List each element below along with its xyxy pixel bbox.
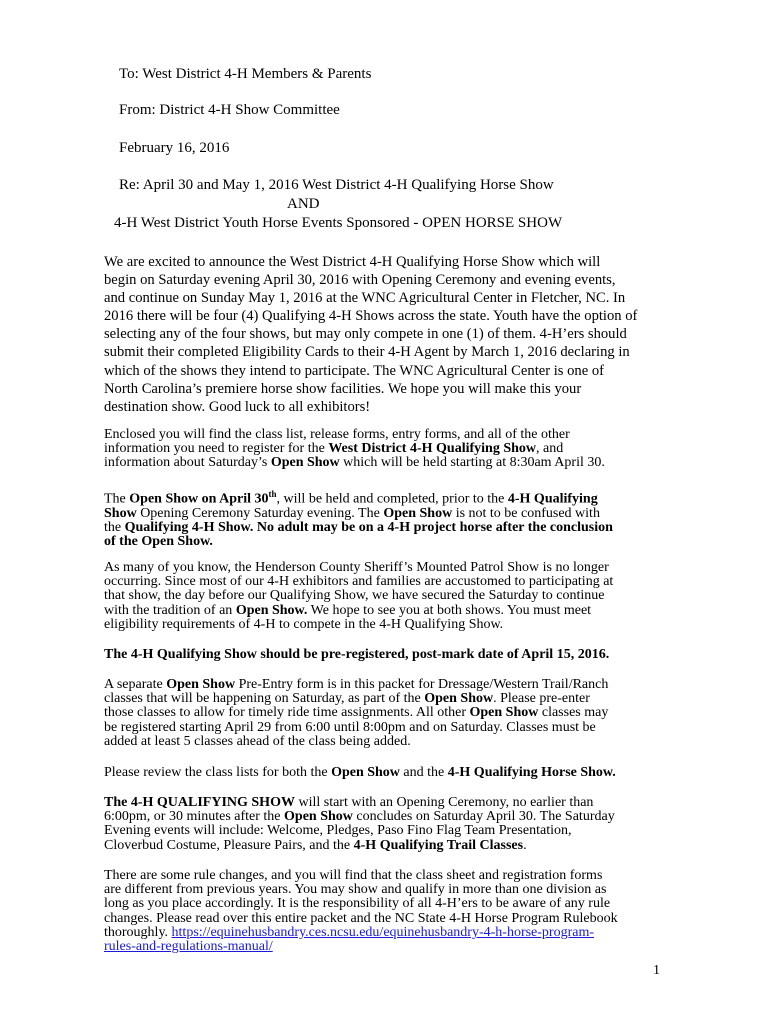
sheriff-line: eligibility requirements of 4-H to compete in the 4-H Qualifying Show. (104, 616, 504, 632)
memo-and: AND (287, 196, 320, 212)
qualifying-line: The 4-H QUALIFYING SHOW will start with an Opening Ceremony, no earlier than (104, 795, 594, 810)
rulebook-link[interactable]: https://equinehusbandry.ces.ncsu.edu/equinehusbandry-4-h-horse-program- (171, 924, 595, 940)
enclosed-paragraph (104, 428, 605, 471)
intro-line: and continue on Sunday May 1, 2016 at the WNC Agricultural Center in Fletcher, NC. In (104, 290, 626, 307)
rules-line: There are some rule changes, and you will find that the class sheet and registration forms (104, 868, 603, 883)
memo-to: To: West District 4-H Members & Parents (119, 66, 372, 82)
memo-from: From: District 4-H Show Committee (119, 102, 340, 118)
rules-line: are different from previous years. You may show and qualify in more than one division as (104, 882, 607, 898)
enclosed-line: Enclosed you will find the class list, release forms, entry forms, and all of the other (104, 427, 570, 442)
qualifying-line: Evening events will include: Welcome, Pledges, Paso Fino Flag Team Presentation, (104, 823, 572, 839)
open-show-line: the Qualifying 4-H Show. No adult may be on a 4-H project horse after the conclusion (104, 520, 613, 536)
open-show-line: The Open Show on April 30th, will be held and completed, prior to the 4-H Qualifying (104, 489, 598, 507)
sheriff-line: with the tradition of an Open Show. We hope to see you at both shows. You must meet (104, 602, 592, 618)
separate-line: added at least 5 classes ahead of the class being added. (104, 733, 411, 749)
open-show-paragraph (104, 487, 613, 549)
enclosed-line: information you need to register for the West District 4-H Qualifying Show, and (104, 441, 564, 457)
rules-line: long as you place accordingly. It is the responsibility of all 4-H’ers to be aware of any rule (104, 896, 611, 912)
separate-paragraph (104, 678, 608, 749)
page-number: 1 (653, 963, 660, 978)
intro-line: submit their completed Eligibility Cards to their 4-H Agent by March 1, 2016 declaring in (104, 344, 630, 361)
separate-line: those classes to allow for timely ride time assignments. All other Open Show classes may (104, 705, 609, 721)
rulebook-link-continued[interactable]: rules-and-regulations-manual/ (104, 939, 273, 955)
separate-line: classes that will be happening on Saturday, as part of the Open Show. Please pre-enter (104, 691, 590, 707)
intro-line: destination show. Good luck to all exhibitors! (104, 398, 371, 415)
enclosed-line: information about Saturday’s Open Show which will be held starting at 8:30am April 30. (104, 455, 605, 471)
preregistered-notice: The 4-H Qualifying Show should be pre-registered, post-mark date of April 15, 2016. (104, 647, 610, 662)
sheriff-line: As many of you know, the Henderson County Sheriff’s Mounted Patrol Show is no longer (104, 560, 609, 575)
separate-line: A separate Open Show Pre-Entry form is in this packet for Dressage/Western Trail/Ranch (104, 677, 609, 692)
sheriff-line: occurring. Since most of our 4-H exhibitors and families are accustomed to participating at (104, 574, 614, 590)
open-show-line: Show Opening Ceremony Saturday evening. The Open Show is not to be confused with (104, 505, 600, 521)
intro-paragraph (104, 253, 637, 416)
open-show-line: of the Open Show. (104, 534, 213, 550)
rules-line (104, 940, 618, 954)
memo-re: Re: April 30 and May 1, 2016 West District 4-H Qualifying Horse Show (119, 177, 554, 193)
intro-line: We are excited to announce the West District 4-H Qualifying Horse Show which will (104, 254, 601, 270)
review-line: Please review the class lists for both the Open Show and the 4-H Qualifying Horse Show. (104, 765, 616, 780)
sheriff-line: that show, the day before our Qualifying Show, we have secured the Saturday to continue (104, 588, 605, 604)
qualifying-line: 6:00pm, or 30 minutes after the Open Show concludes on Saturday April 30. The Saturday (104, 809, 615, 825)
memo-subtitle: 4-H West District Youth Horse Events Sponsored - OPEN HORSE SHOW (114, 215, 563, 231)
intro-line: which of the shows they intend to participate. The WNC Agricultural Center is one of (104, 362, 604, 379)
rules-paragraph (104, 869, 618, 954)
intro-line: 2016 there will be four (4) Qualifying 4-H Shows across the state. Youth have the option of (104, 308, 638, 325)
intro-line: North Carolina’s premiere horse show facilities. We hope you will make this your (104, 380, 582, 397)
qualifying-paragraph (104, 796, 615, 853)
rules-line: thoroughly. https://equinehusbandry.ces.ncsu.edu/equinehusbandry-4-h-horse-program- (104, 924, 595, 940)
intro-line: begin on Saturday evening April 30, 2016 with Opening Ceremony and evening events, (104, 272, 616, 289)
memo-date: February 16, 2016 (119, 140, 230, 156)
qualifying-line: Cloverbud Costume, Pleasure Pairs, and the 4-H Qualifying Trail Classes. (104, 837, 527, 853)
intro-line: selecting any of the four shows, but may only compete in one (1) of them. 4-H’ers should (104, 326, 627, 343)
separate-line: be registered starting April 29 from 6:00 until 8:00pm and on Saturday. Classes must be (104, 719, 596, 735)
rules-line: changes. Please read over this entire packet and the NC State 4-H Horse Program Rulebook (104, 910, 618, 926)
sheriff-paragraph (104, 561, 613, 632)
